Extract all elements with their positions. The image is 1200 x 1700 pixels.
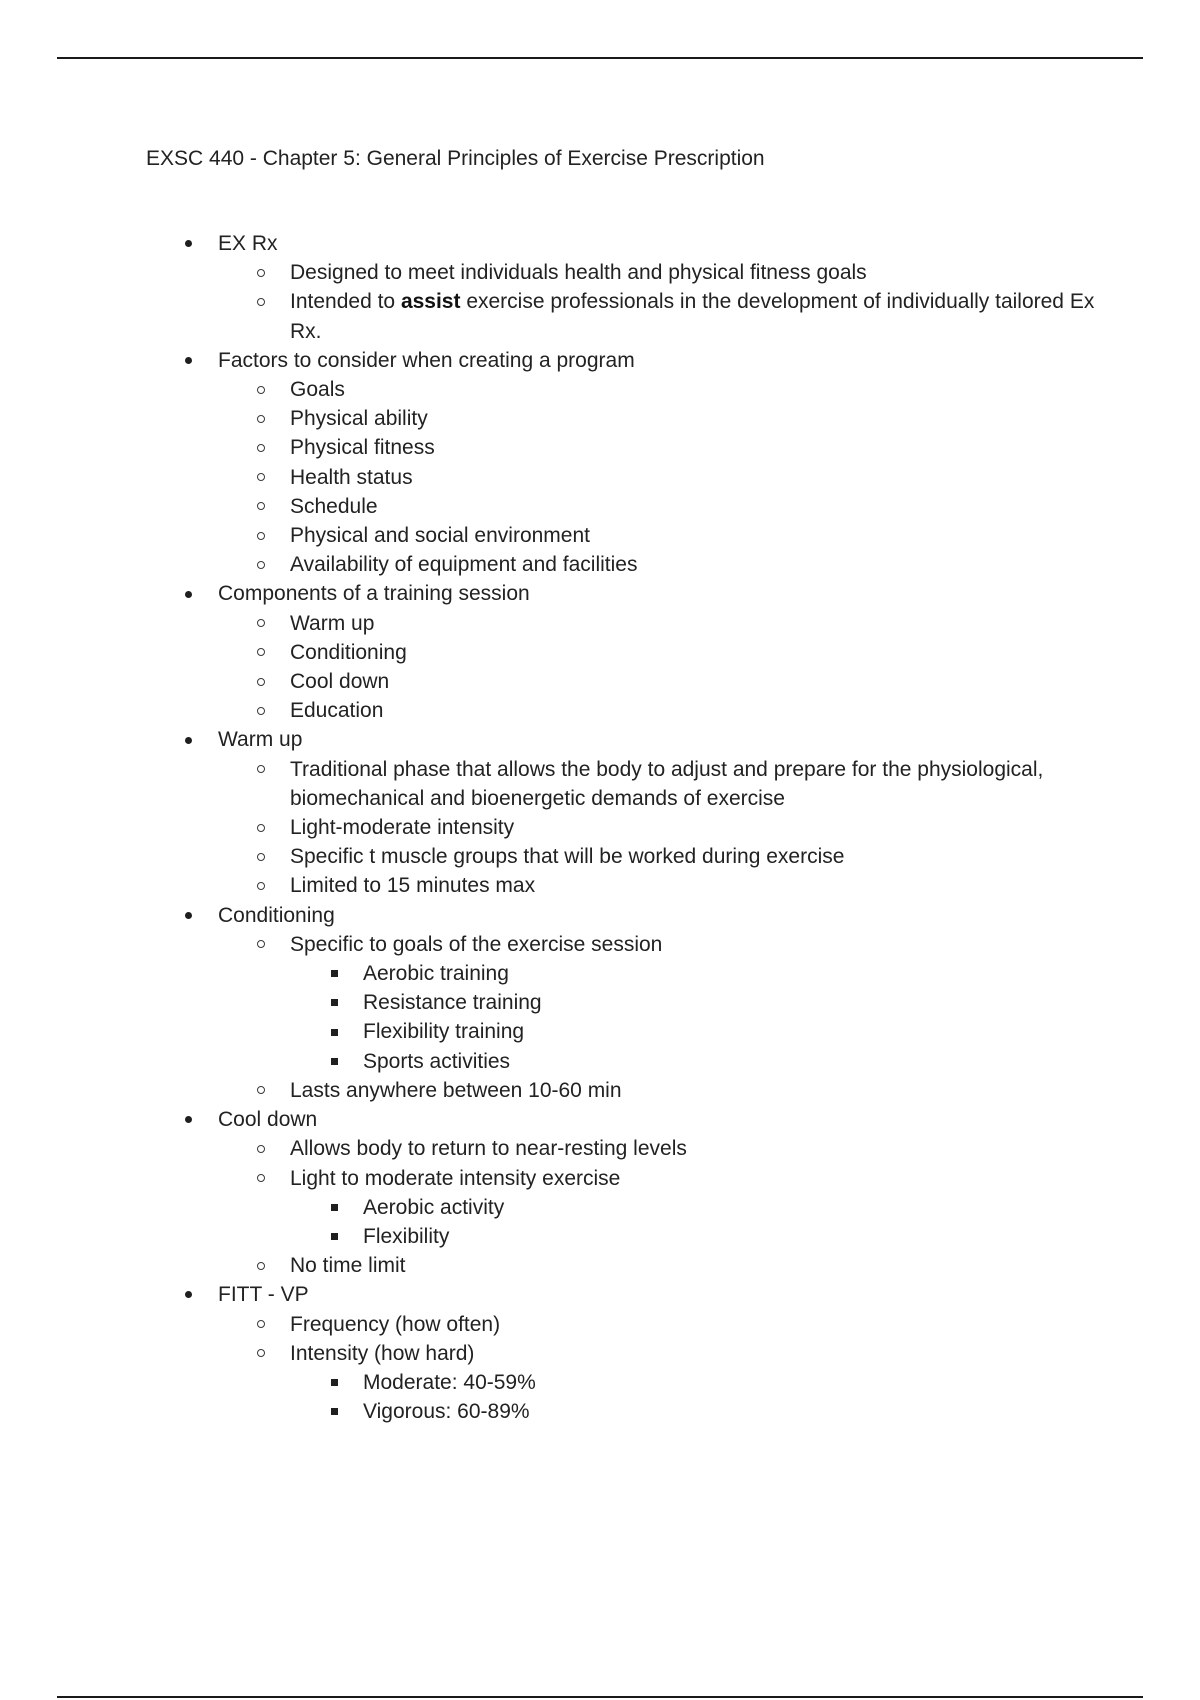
list-item-text: Factors to consider when creating a program	[218, 348, 635, 372]
list-item-text: Health status	[290, 465, 413, 489]
list-item-text: Specific t muscle groups that will be worked during exercise	[290, 845, 845, 869]
list-item-text: Flexibility	[363, 1224, 450, 1248]
hollow-bullet-icon	[254, 1164, 268, 1193]
list-item	[0, 988, 1200, 1017]
list-item	[0, 725, 1200, 754]
list-item	[0, 1368, 1200, 1397]
list-item-text: Specific to goals of the exercise session	[290, 932, 663, 956]
list-item-text: Conditioning	[290, 640, 407, 664]
list-item	[0, 813, 1100, 842]
notes-outline	[0, 229, 1200, 1426]
list-item	[0, 1397, 1200, 1426]
list-item-text: Resistance training	[363, 991, 542, 1015]
hollow-bullet-icon	[254, 930, 268, 959]
hollow-bullet-icon	[254, 1310, 268, 1339]
list-item-text: Cool down	[218, 1108, 318, 1132]
list-item-text: Allows body to return to near-resting levels	[290, 1137, 687, 1161]
list-item	[0, 1222, 1200, 1251]
list-item-text: Light-moderate intensity	[290, 816, 515, 840]
list-item	[0, 1076, 1100, 1105]
hollow-bullet-icon	[254, 667, 268, 696]
list-item	[0, 346, 1200, 375]
square-bullet-icon	[327, 1193, 341, 1222]
hollow-bullet-icon	[254, 375, 268, 404]
list-item	[0, 755, 1100, 813]
bullet-icon	[181, 579, 195, 608]
hollow-bullet-icon	[254, 1251, 268, 1280]
list-item	[0, 492, 1100, 521]
list-item-text: Frequency (how often)	[290, 1312, 501, 1336]
bullet-icon	[181, 346, 195, 375]
hollow-bullet-icon	[254, 755, 268, 784]
list-item	[0, 258, 1100, 287]
list-item	[0, 638, 1100, 667]
list-item	[0, 871, 1100, 900]
list-item	[0, 1193, 1200, 1222]
bold-term: assist	[400, 290, 461, 314]
bullet-icon	[181, 1105, 195, 1134]
hollow-bullet-icon	[254, 521, 268, 550]
list-item-text: Cool down	[290, 670, 390, 694]
list-item	[0, 1164, 1100, 1193]
list-item	[0, 579, 1200, 608]
square-bullet-icon	[327, 1368, 341, 1397]
bullet-icon	[181, 1280, 195, 1309]
hollow-bullet-icon	[254, 638, 268, 667]
list-item-text: Lasts anywhere between 10-60 min	[290, 1078, 622, 1102]
list-item-text: Vigorous: 60-89%	[363, 1400, 530, 1424]
list-item	[0, 901, 1200, 930]
hollow-bullet-icon	[254, 1339, 268, 1368]
list-item	[0, 229, 1200, 258]
list-item-text: Physical fitness	[290, 436, 435, 460]
list-item	[0, 404, 1100, 433]
hollow-bullet-icon	[254, 550, 268, 579]
list-item-text: Physical ability	[290, 407, 428, 431]
list-item-text: Traditional phase that allows the body to adjust and prepare for the physiological, biomechanical and bioenergetic demands of exercise	[290, 757, 1044, 810]
list-item	[0, 1339, 1100, 1368]
document-title: EXSC 440 - Chapter 5: General Principles of Exercise Prescription	[146, 147, 765, 170]
hollow-bullet-icon	[254, 609, 268, 638]
list-item-text: Goals	[290, 378, 345, 402]
list-item	[0, 1134, 1100, 1163]
list-item-text: EX Rx	[218, 232, 278, 255]
hollow-bullet-icon	[254, 433, 268, 462]
list-item	[0, 1280, 1200, 1309]
list-item-text: Aerobic activity	[363, 1195, 505, 1219]
list-item	[0, 1047, 1200, 1076]
list-item	[0, 1310, 1100, 1339]
list-item-text: Components of a training session	[218, 582, 530, 606]
hollow-bullet-icon	[254, 871, 268, 900]
hollow-bullet-icon	[254, 404, 268, 433]
list-item-text: Aerobic training	[363, 962, 509, 986]
bullet-icon	[181, 725, 195, 754]
square-bullet-icon	[327, 1397, 341, 1426]
list-item	[0, 1251, 1100, 1280]
list-item-text: Warm up	[290, 611, 375, 635]
square-bullet-icon	[327, 1222, 341, 1251]
square-bullet-icon	[327, 1017, 341, 1046]
list-item-text	[290, 290, 1094, 342]
square-bullet-icon	[327, 1047, 341, 1076]
text-run: exercise professionals in the development of individually tailored Ex Rx.	[290, 290, 1095, 343]
hollow-bullet-icon	[254, 1134, 268, 1163]
list-item	[0, 287, 1100, 345]
hollow-bullet-icon	[254, 287, 268, 316]
hollow-bullet-icon	[254, 696, 268, 725]
list-item-text: Flexibility training	[363, 1020, 525, 1044]
list-item-text: Intensity (how hard)	[290, 1341, 475, 1365]
list-item-text: No time limit	[290, 1254, 406, 1278]
hollow-bullet-icon	[254, 842, 268, 871]
hollow-bullet-icon	[254, 492, 268, 521]
bottom-page-rule	[57, 1696, 1143, 1698]
square-bullet-icon	[327, 959, 341, 988]
list-item	[0, 609, 1100, 638]
text-run: Intended to	[290, 290, 401, 314]
top-page-rule	[57, 57, 1143, 59]
list-item-text: FITT - VP	[218, 1283, 309, 1307]
list-item-text: Availability of equipment and facilities	[290, 553, 638, 577]
bullet-icon	[181, 901, 195, 930]
list-item	[0, 433, 1100, 462]
list-item-text: Sports activities	[363, 1049, 511, 1073]
list-item-text: Limited to 15 minutes max	[290, 874, 536, 898]
list-item-text: Education	[290, 699, 384, 723]
list-item	[0, 959, 1200, 988]
list-item	[0, 1017, 1200, 1046]
list-item	[0, 463, 1100, 492]
list-item-text: Conditioning	[218, 903, 335, 927]
list-item	[0, 842, 1100, 871]
list-item	[0, 550, 1100, 579]
square-bullet-icon	[327, 988, 341, 1017]
list-item	[0, 667, 1100, 696]
bullet-icon	[181, 229, 195, 258]
list-item-text: Warm up	[218, 728, 303, 752]
list-item	[0, 521, 1100, 550]
list-item-text: Physical and social environment	[290, 524, 590, 548]
hollow-bullet-icon	[254, 813, 268, 842]
hollow-bullet-icon	[254, 258, 268, 287]
hollow-bullet-icon	[254, 463, 268, 492]
list-item	[0, 1105, 1200, 1134]
list-item	[0, 696, 1100, 725]
list-item-text: Schedule	[290, 494, 378, 518]
hollow-bullet-icon	[254, 1076, 268, 1105]
list-item-text: Designed to meet individuals health and physical fitness goals	[290, 261, 867, 285]
list-item-text: Moderate: 40-59%	[363, 1370, 536, 1394]
list-item	[0, 375, 1100, 404]
list-item	[0, 930, 1100, 959]
list-item-text: Light to moderate intensity exercise	[290, 1166, 621, 1190]
